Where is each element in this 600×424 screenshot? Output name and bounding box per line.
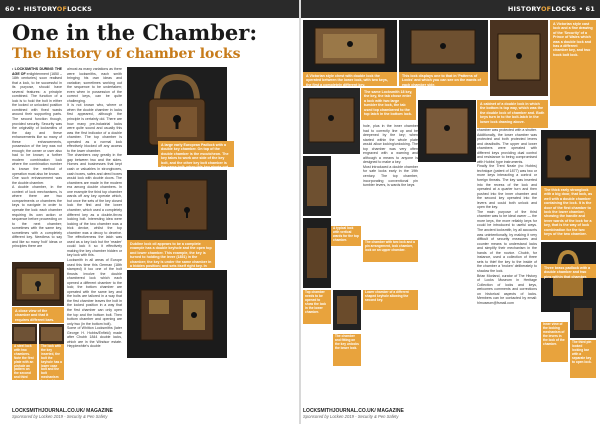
typical-lock-photo-b [303, 218, 331, 288]
right-footer [303, 408, 404, 420]
caption-inner-view: Inner view of the locking mechanism of the levers in the lock of the chamber. [541, 322, 568, 362]
double-lock-photo [127, 170, 227, 240]
cabinet-lock-photo [418, 100, 476, 162]
caption-brass-padlock: Three brass padlock with a double chamber and two pins within that chamber. [541, 264, 596, 278]
right-header-bar: HISTORYOFLOCKS • 61 [300, 0, 600, 18]
drawer-lock-photo [12, 262, 64, 306]
victorian-chest-lock-photo [303, 20, 397, 72]
caption-strong-lock: The thick early stronglock with a big door, that lock, as well with a double chamber containing the lock. It is the door of the first chamber to lock the lower chamber, showing the handle and lever wards of the lock for a key, that is the way of lock combination for the two keys of the two chamber. [541, 186, 596, 240]
chest-key-lock-photo [399, 20, 488, 72]
caption-chest-key: This lock displays one to that in 'Patterns of Locks' and which you can see on the wards of each chamber side. [399, 72, 488, 86]
caption-double-lock: Dubline lock oil appears to be a complete example has a double keyhole and the open top and lower chamber. This example, the key is turned to holding the lever (1851) in the chamber; the key is under the same chamber in a hidden position; and sets itself right key. In [127, 240, 215, 268]
text-column-3: hole, plus in the inner chamber had to correctly line up and be deepened by the key; when started within the whole plate would allow locking/unlocking. The top chamber was very often engraved with a warning and although a means to anyone is designed to make a key. Most introduced a double chamber for safe locks early in the 19th century. The top chamber, incorporating conventional pin tumbler levers, is wards the keys [363, 124, 418, 188]
caption-three-lock: The same Locksmith 18 key, the key, the tab chose enter a lock with two large tumbler the lock, the tab used top chambered to the top latch in the bottom lock. [361, 88, 416, 120]
lock-detail-photo [127, 270, 227, 358]
caption-cabinet-lock: A cabinet of a double lock in which the bottom is top way, which was the the double lock of chamber and. Both keys turn in to the bolt-latch in the lower lock drawing above. [477, 100, 548, 128]
right-section-label: HISTORYOFLOCKS [507, 5, 577, 13]
caption-large-padlock: A large early European Padlock with a double key chamber. On top of the double chamber is the escutcheon. The key takes to work one side of the key bolt, and the other key bolt chamber is the same bolt; when this key pivots out [158, 141, 234, 167]
caption-steel-lock-a: A steel lock with two chambers. Note the first plate with an pinhole an pattern on the second and third chamber. [12, 344, 37, 380]
left-page-number: 60 [5, 5, 15, 13]
caption-steel-lock-b: The lock with the key inserted, the bolt the keyhole has a lower case bolt and the bolt mechanism for double locks. [39, 344, 64, 380]
caption-victorian-chest: A Victorian style chest with double lock the operated between the lower lock, with two keys, the first a completely different key. [303, 72, 397, 86]
left-footer-url[interactable]: LOCKSMITHJOURNAL.CO.UK/ MAGAZINE [12, 408, 113, 414]
caption-chamber-two-lock: The chamber with two lock and a pin arrangement, lock chamber, lock on an upper chamber. [363, 240, 418, 262]
right-page-number: 61 [585, 5, 595, 13]
text-column-2: almost as many variations as there were locksmiths, each smith bringing his own ideas and variation; sometimes working out the sequence to be undertaken; even when in possession of the correct keys, can be quite challenging. It is not known who, where or when the double chamber in locks first appeared, although the principle is certainly old. There are how many pre-industrial locks were quite sound and usually this was the first indicator of a double chamber. The top chamber is operated as a normal lock effectively blocked off any access to the lower chamber. The chambers vary greatly in the gap between two and the sides. Homes and businesses that kept cash or valuables in strongboxes, cash boxes, safes and deed boxes would lock with double doors. The chambers are made in the modern era among double chambers. In one example the third top chamber wards off any key operate which, but once the sets of the key closed lock the first and the lower chamber, which used a completely different key as a double-throw locking bolt. Interesting idea were locking of the two chamber was a trick device, whilst the top chamber was a decoy to deceive. The effectiveness the latch was used as a key lock but the 'reader' could lock it so it effectively making the key chamber hidden or key lock with this. Locksmith in all areas of Europe used this time this German (18th stamped) it too one of the bolt thrusts involve the double chambered lock which each opened a different chamber to the lock; the bottom chamber are operated with the same key and the bolts are tailored in a way that the first chamber leaves the bolt in the locked position in a way that the first chamber can only open the top and the bottom bolt. Then bottom chamber and opening are only two (in the bottom bolt). Some of Whitton Locksmiths (later George H. Hobbs/Enfield) made after Chubb 1844 double locks, which are in the Windsor estate. Hepplewhite's double [67, 67, 122, 349]
three-lock-photo [303, 88, 360, 154]
caption-drawer-lock: A close view of the chamber and that it requires different bars. [12, 307, 64, 323]
caption-chamber-fitting: The chamber and fitting on the key unlocks the lower lock. [333, 334, 361, 366]
caption-typical-lock-a: A typical lock with vertical wards for the top chamber. [331, 226, 361, 246]
strong-lock-photo [541, 130, 596, 186]
caption-locking-bar: The third pin looked locking bar with a separate key to open lock. [570, 340, 596, 378]
left-header-bar: 60 • HISTORYOFLOCKS [0, 0, 300, 18]
left-footer-sponsor: Sponsored by Locken 2019 - Security & Pen Safety [12, 414, 108, 419]
caption-lower-chamber: Lower chamber of a different shaped keyhole allowing the second key. [363, 290, 418, 310]
right-footer-url[interactable]: LOCKSMITHJOURNAL.CO.UK/ MAGAZINE [303, 408, 404, 414]
key-chamber-photo [570, 300, 596, 338]
text-column-1: • LOCKSMITHS DURING THE AGE OF enlightenment (1650 – 18th centuries) soon realised that a lock, to be successful in its purpose, should have several features: a principle combined. The function of a lock is to hold the bolt in either the locked or unlocked position combined with fixed wards around their supporting parts. The second function though, provided security. Security was the originality of locksmiths of the day and these enhancements like so many of these enhancements, possession of the key was not enough; the owner or user also had to be known; a further modern combination lock where the combination number is known the method of operation must also be known. One such enhancement was the double chamber. A double chamber, in the context of lock mechanisms, is where there are two compartments or chambers the keys to navigate in order to operate the lock: each chamber requiring its own action or sequence before proceeding on to the next chamber; sometimes with the same key, sometimes with a completely different key. Needless to say and like so many 'bolt' ideas or principles there are [12, 67, 62, 249]
article-subtitle: The history of chamber locks [12, 46, 241, 62]
left-footer [12, 408, 113, 420]
victorian-cast-lock-photo [490, 20, 548, 96]
caption-top-chamber: Top chamber needs to be opened to show the lock in the lower chamber. [303, 290, 331, 324]
article-title: One in the Chamber: [12, 20, 258, 45]
lower-chamber-photo [333, 290, 361, 330]
caption-victorian-cast-lock: A Victorian style cast lock and a fine drawing of the 'Security' of a Prince of Wales which was a double lock and has a different chamber key, and two hook bolt lock. [550, 20, 596, 106]
steel-lock-photo-a [12, 324, 37, 344]
left-section-label: HISTORYOFLOCKS [23, 5, 93, 13]
page-gutter [299, 0, 301, 424]
text-column-4: chamber was protected with a shutter. Additionally, the lower chamber was protected and both protected levers and deadbolts. The upper and lower chambers were operated with different keys providing dual control and resistance to being compromised with Hobbs' type instruments. Finally the Trent Neale (no Hobbs) technique (patent of 1877) was two or more keys interacting a control or foreign threats. The key was inserted into the recess of the lock and operated at a quarter turn and then pushed into the inner chamber and the second key operated into the levers and could both unlock and open the key. The main purpose of the third chamber was to be ideal owner — the more keys, the more reliably keys for could be introduced to useful ways. The ancient locksmith, by all accounts was unintentionally, by making it very difficult of security measures and counter means to understand locks and simplify their mechanism in the hands of the novice. Chubb, for instance, used a collection of three sets to thief the key to the inside of the chamber a 'broken' deliberately to shadow the lock. Brian Morland, curator of The History of Locks Museum in Heritage Collection of locks and keys, welcomes comments and corrections on historical aspects of locks. Members can be contacted by email: hlmuseum@fsmail.com [477, 128, 537, 305]
right-footer-sponsor: Sponsored by Locken 2019 - Security & Pen Safety [303, 414, 399, 419]
steel-lock-photo-b [39, 324, 64, 344]
typical-lock-photo-a [303, 156, 331, 216]
